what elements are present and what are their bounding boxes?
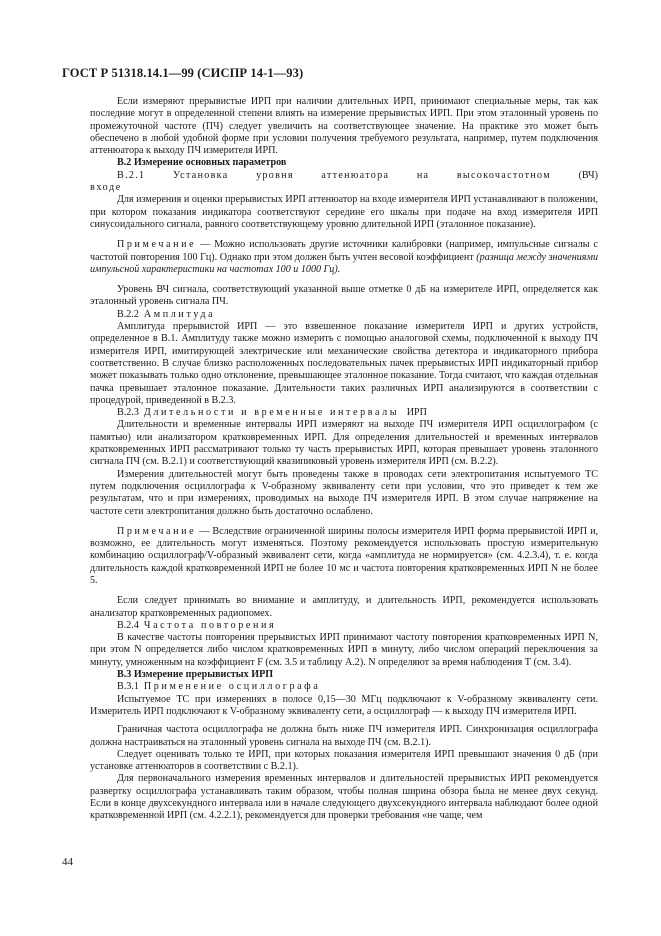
paragraph: Если следует принимать во внимание и амплитуду, и длительность ИРП, рекомендуется использовать анализатор кратковременных радиопомех. — [90, 595, 598, 619]
paragraph: Для измерения и оценки прерывистых ИРП аттенюатор на входе измерителя ИРП устанавливают в положении, при котором показания индикатора соответствуют середине его шкалы при подаче на вход измерителя ИРП синусоидального сигнала, равного соответствующему уровню длительной ИРП (эталонное показание). — [90, 194, 598, 230]
section-number: В.2.1 — [117, 169, 146, 181]
paragraph: Для первоначального измерения временных интервалов и длительностей прерывистых ИРП рекомендуется развертку осциллографа устанавливать таким образом, чтобы полная ширина обзора была не менее двух секунд. Если в конце двухсекундного интервала или в начале следующего двухсекундного интервала наблюдают более одной кратковременной ИРП (см. 4.2.2.1), рекомендуется для проверки требования «не чаще, чем — [90, 773, 598, 822]
paragraph: Если измеряют прерывистые ИРП при наличии длительных ИРП, принимают специальные меры, так как последние могут в определенной степени влиять на измерение прерывистых ИРП. При этом эталонный уровень по промежуточной частоте (ПЧ) следует увеличить на соответствующее значение. На практике это может быть обеспечено в любой удобной форме при условии получения требуемого результата, например, путем подключения аттенюатора к выходу ПЧ измерителя ИРП. — [90, 96, 598, 157]
section-heading-b2 — [90, 157, 598, 169]
heading-word: (ВЧ) — [578, 169, 598, 181]
section-title-tail: ИРП — [406, 407, 427, 419]
page-number: 44 — [62, 856, 73, 868]
section-number: В.2.4 — [117, 619, 139, 631]
section-number: В.3.1 — [117, 681, 139, 693]
section-title: Длительности и временные интервалы — [143, 407, 400, 419]
section-number: В.2.2 — [117, 308, 139, 320]
heading-continuation: входе — [90, 182, 122, 194]
note-text: — Вследствие ограниченной ширины полосы измерителя ИРП форма прерывистой ИРП и, возможно, ее длительность могут изменяться. Поэтому рекомендуется использовать простую измерительную комбинацию осциллограф/V-образный эквивалент сети, когда «амплитуда не нормируется» (см. 4.2.3.4), т. е. когда длительность каждой кратковременной ИРП не более 10 мс и частота повторения кратковременных ИРП N не более 5. — [90, 525, 598, 586]
section-title: Частота повторения — [143, 619, 277, 631]
note-label: Примечание — [117, 239, 197, 251]
note-italic: (разница между значениями импульсной характеристики на частотах 100 и 1000 Гц). — [90, 251, 598, 275]
section-heading-b22 — [90, 309, 598, 321]
section-title: Применение осциллографа — [143, 681, 321, 693]
heading-word: уровня — [256, 169, 294, 181]
paragraph: В качестве частоты повторения прерывистых ИРП принимают частоту повторения кратковременных ИРП N, при этом N определяется либо числом кратковременных ИРП в минуту, либо числом операций переключения за минуту, умноженным на коэффициент F (см. 3.5 и таблицу А.2). N определяют за время наблюдения Т (см. 3.4). — [90, 632, 598, 668]
page-header: ГОСТ Р 51318.14.1—99 (СИСПР 14-1—93) — [62, 66, 304, 80]
paragraph: Измерения длительностей могут быть проведены также в проводах сети электропитания испытуемого ТС путем подключения осциллографа к V-образному эквиваленту сети при условии, что это приведет к тем же результатам, что и при измерениях, проводимых на выходе ПЧ измерителя ИРП. В этом случае напряжение на частоте сети электропитания должно быть достаточно ослаблено. — [90, 468, 598, 517]
heading-word: Установка — [172, 169, 229, 181]
paragraph: Испытуемое ТС при измерениях в полосе 0,15—30 МГц подключают к V-образному эквиваленту сети. Измеритель ИРП подключают к V-образному эквиваленту сети, а осциллограф — к выходу ПЧ измерителя ИРП. — [90, 693, 598, 717]
paragraph: Длительности и временные интервалы ИРП измеряют на выходе ПЧ измерителя ИРП осциллографом (с памятью) или анализатором кратковременных ИРП. Для определения длительностей и временных интервалов кратковременных ИРП рассматривают только ту часть прерывистых ИРП, которая превышает уровень эталонного сигнала ПЧ (см. В.2.1) и соответствующий квазипиковый уровень измерителя ИРП (см. В.2.2). — [90, 419, 598, 468]
note-2 — [90, 526, 598, 587]
paragraph: Следует оценивать только те ИРП, при которых показания измерителя ИРП превышают значения 0 дБ (при установке аттенюаторов в соответствии с В.2.1). — [90, 748, 598, 773]
note-label: Примечание — [117, 525, 197, 537]
section-number: В.2.3 — [117, 407, 139, 419]
section-heading-b23 — [90, 407, 598, 419]
paragraph: Амплитуда прерывистой ИРП — это взвешенное показание измерителя ИРП и других устройств, определенное в В.1. Амплитуду также можно измерить с помощью аналоговой схемы, подключенной к выходу ПЧ измерителя ИРП, имитирующей электрические или механические свойства детектора и индикаторного прибора соответственно. В случае близко расположенных последовательных пачек прерывистых ИРП индикаторный прибор может показывать только одно отклонение, превышающее эталонное показание. Тогда считают, что каждая отдельная пачка превышает эталонное показание. Длительности таких различных ИРП анализируются в соответствии с процедурой, приведенной в В.2.3. — [90, 321, 598, 406]
paragraph: Уровень ВЧ сигнала, соответствующий указанной выше отметке 0 дБ на измерителе ИРП, определяется как эталонный уровень сигнала ПЧ. — [90, 284, 598, 308]
section-heading-b3 — [90, 669, 598, 681]
section-heading-b31 — [90, 681, 598, 693]
section-heading-b21 — [90, 170, 598, 182]
section-title: В.2 Измерение основных параметров — [117, 157, 287, 169]
section-title: Амплитуда — [143, 308, 216, 320]
heading-word: высокочастотном — [456, 169, 551, 181]
section-title: В.3 Измерение прерывистых ИРП — [117, 669, 274, 681]
section-heading-b24 — [90, 620, 598, 632]
note-1 — [90, 239, 598, 276]
note-text: — Можно использовать другие источники калибровки (например, импульсные сигналы с частотой повторения 100 Гц). Однако при этом должен быть учтен весовой коэффициент — [90, 239, 598, 263]
heading-word: на — [416, 169, 430, 181]
page-body — [90, 96, 598, 823]
paragraph: Граничная частота осциллографа не должна быть ниже ПЧ измерителя ИРП. Синхронизация осциллографа должна настраиваться на эталонный уровень сигнала на выходе ПЧ (см. В.2.1). — [90, 724, 598, 748]
heading-word: аттенюатора — [321, 169, 390, 181]
